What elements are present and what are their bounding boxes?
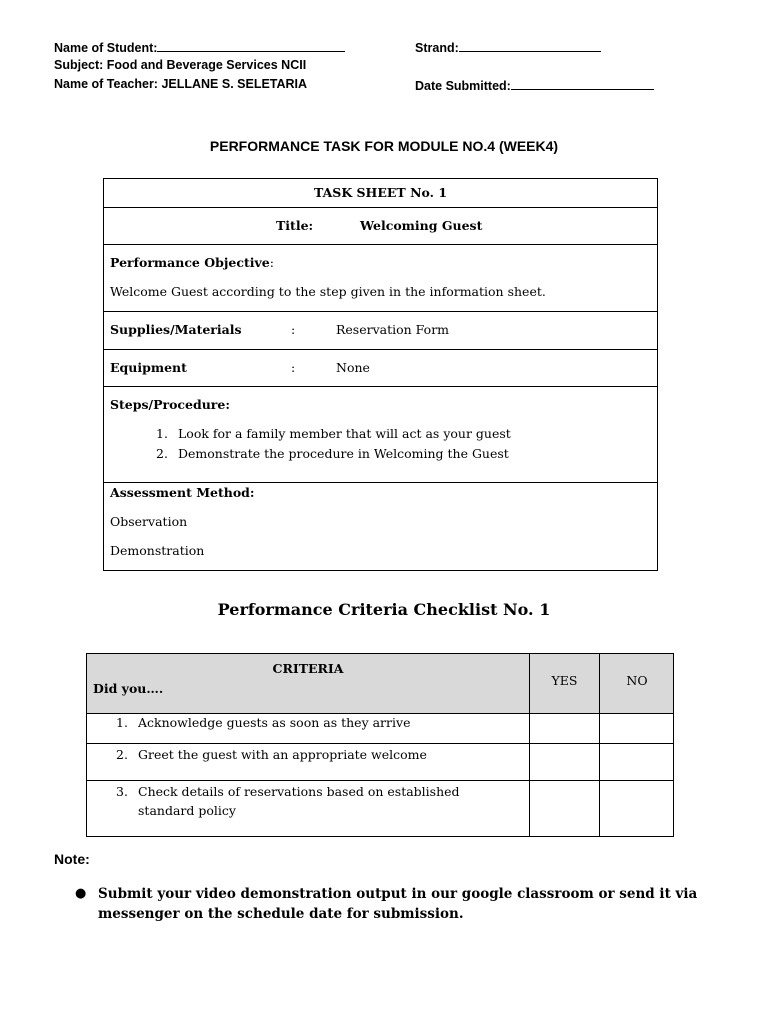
date-submitted-label: Date Submitted: [415,79,511,93]
criteria-text: Greet the guest with an appropriate welcome [138,747,427,762]
equipment-row [104,350,657,387]
objective-heading [110,255,274,270]
supplies-row [104,312,657,350]
criteria-number: 3. [116,784,128,799]
task-sheet-heading: TASK SHEET No. 1 [313,185,448,200]
yes-header: YES [551,673,578,688]
teacher-line: Name of Teacher: JELLANE S. SELETARIA [54,77,308,91]
assessment-row [104,483,657,572]
no-header: NO [626,673,648,688]
strand-field [415,39,601,55]
criteria-checklist-table [86,653,674,837]
criteria-text: Check details of reservations based on established [138,784,460,799]
title-value: Welcoming Guest [360,218,483,233]
student-name-blank [157,39,345,52]
criteria-text-continued: standard policy [138,803,236,818]
equipment-value: None [336,360,370,375]
criteria-text: Acknowledge guests as soon as they arrive [138,715,411,730]
supplies-value: Reservation Form [336,322,450,337]
criteria-number: 1. [116,715,128,730]
title-row [104,208,657,245]
assessment-method: Demonstration [110,543,205,558]
equipment-colon: : [291,360,296,375]
row-divider [87,780,673,781]
criteria-number: 2. [116,747,128,762]
step-text: Demonstrate the procedure in Welcoming the Guest [178,446,509,461]
date-submitted-field [415,77,654,93]
task-sheet-heading-row [104,179,657,208]
subject-line: Subject: Food and Beverage Services NCII [54,58,307,72]
steps-row [104,387,657,483]
strand-label: Strand: [415,41,459,55]
checklist-header-row [87,654,673,714]
step-number: 2. [156,446,168,461]
step-text: Look for a family member that will act as your guest [178,426,511,441]
objective-row [104,245,657,312]
bullet-icon: ● [75,886,87,901]
checklist-title: Performance Criteria Checklist No. 1 [217,600,551,619]
date-submitted-blank [511,77,654,90]
strand-blank [459,39,601,52]
task-sheet-table [103,178,658,571]
student-name-label: Name of Student: [54,41,158,55]
title-label: Title: [276,218,314,233]
did-you-label: Did you…. [93,681,164,696]
supplies-colon: : [291,322,296,337]
step-number: 1. [156,426,168,441]
note-label: Note: [54,851,90,867]
student-name-field [54,39,345,55]
assessment-label: Assessment Method: [110,485,255,500]
objective-colon: : [269,255,274,270]
objective-label: Performance Objective [110,255,270,270]
supplies-label: Supplies/Materials [110,322,242,337]
performance-task-title: PERFORMANCE TASK FOR MODULE NO.4 (WEEK4) [209,138,559,154]
objective-text: Welcome Guest according to the step given in the information sheet. [110,284,546,299]
column-divider [599,654,600,836]
row-divider [87,743,673,744]
equipment-label: Equipment [110,360,187,375]
note-text: Submit your video demonstration output in our google classroom or send it via messenger on the schedule date for submission. [98,886,698,922]
column-divider [529,654,530,836]
assessment-method: Observation [110,514,188,529]
criteria-header: CRITERIA [272,661,344,676]
steps-label: Steps/Procedure: [110,397,230,412]
